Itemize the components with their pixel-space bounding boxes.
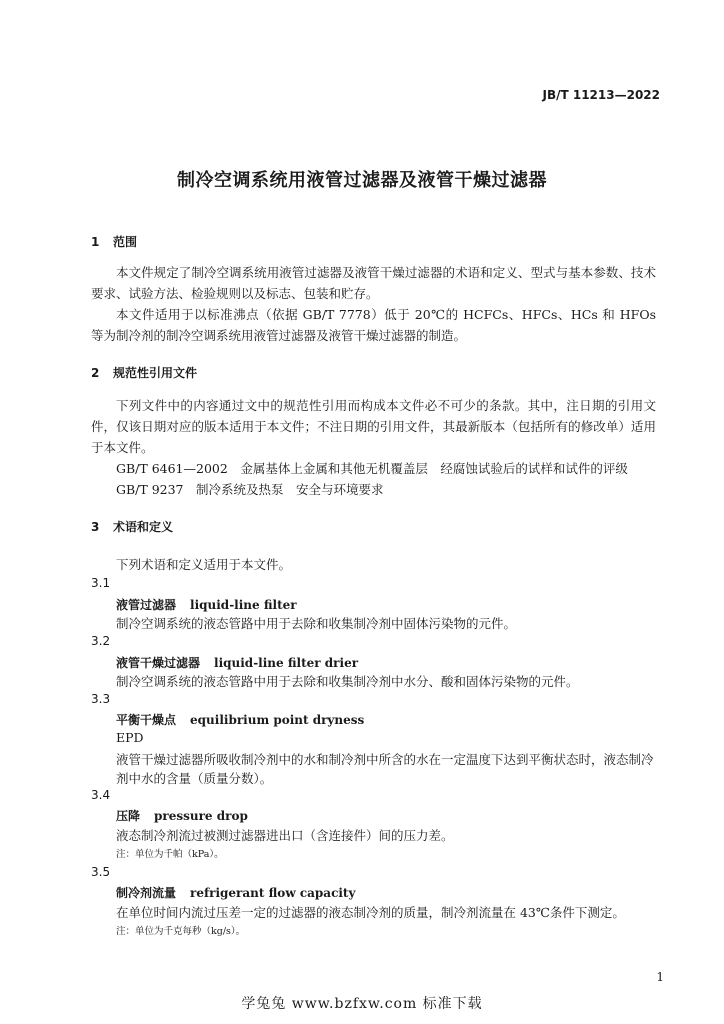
term-abbreviation: EPD xyxy=(116,730,144,745)
section-title: 规范性引用文件 xyxy=(113,366,198,380)
term-note: 注：单位为千克每秒（kg/s）。 xyxy=(116,926,246,937)
term-en: refrigerant flow capacity xyxy=(190,886,356,900)
term-zh: 平衡干燥点 xyxy=(116,713,177,727)
term-en: equilibrium point dryness xyxy=(190,713,365,727)
reference-item: GB/T 6461—2002 金属基体上金属和其他无机覆盖层 经腐蚀试验后的试样和试件的评级 xyxy=(116,461,628,476)
term-number: 3.3 xyxy=(91,692,111,706)
term-zh: 液管干燥过滤器 xyxy=(116,656,201,670)
term-heading xyxy=(116,711,364,728)
section-title: 范围 xyxy=(113,235,138,249)
term-definition: 制冷空调系统的液态管路中用于去除和收集制冷剂中水分、酸和固体污染物的元件。 xyxy=(116,674,579,689)
terms-intro: 下列术语和定义适用于本文件。 xyxy=(116,557,292,572)
term-heading xyxy=(116,884,355,901)
section-number: 2 xyxy=(91,366,100,380)
term-number: 3.1 xyxy=(91,576,111,590)
term-heading xyxy=(116,596,297,613)
scope-paragraph-2: 本文件适用于以标准沸点（依据 GB/T 7778）低于 20℃的 HCFCs、HFCs、HCs 和 HFOs 等为制冷剂的制冷空调系统用液管过滤器及液管干燥过滤器的制造。 xyxy=(91,307,656,343)
term-en: pressure drop xyxy=(154,809,248,823)
term-zh: 制冷剂流量 xyxy=(116,886,177,900)
site-watermark: 学兔兔 www.bzfxw.com 标准下载 xyxy=(241,996,483,1012)
term-zh: 压降 xyxy=(116,809,141,823)
term-en: liquid-line filter drier xyxy=(214,656,359,670)
references-paragraph: 下列文件中的内容通过文中的规范性引用而构成本文件必不可少的条款。其中，注日期的引用文件，仅该日期对应的版本适用于本文件；不注日期的引用文件，其最新版本（包括所有的修改单）适用于本文件。 xyxy=(91,398,656,455)
section-3-heading xyxy=(91,518,173,535)
term-number: 3.2 xyxy=(91,634,111,648)
page-number: 1 xyxy=(656,970,664,984)
term-definition: 在单位时间内流过压差一定的过滤器的液态制冷剂的质量，制冷剂流量在 43℃条件下测定。 xyxy=(116,905,625,920)
term-heading xyxy=(116,807,248,824)
section-1-heading xyxy=(91,233,137,250)
term-number: 3.4 xyxy=(91,788,111,802)
scope-paragraph-1: 本文件规定了制冷空调系统用液管过滤器及液管干燥过滤器的术语和定义、型式与基本参数、技术要求、试验方法、检验规则以及标志、包装和贮存。 xyxy=(91,265,656,301)
term-heading xyxy=(116,654,358,671)
reference-item: GB/T 9237 制冷系统及热泵 安全与环境要求 xyxy=(116,482,384,497)
term-zh: 液管过滤器 xyxy=(116,598,177,612)
term-en: liquid-line filter xyxy=(190,598,297,612)
section-number: 1 xyxy=(91,235,100,249)
term-definition: 制冷空调系统的液态管路中用于去除和收集制冷剂中固体污染物的元件。 xyxy=(116,616,517,631)
section-title: 术语和定义 xyxy=(113,520,174,534)
term-number: 3.5 xyxy=(91,865,111,879)
term-note: 注：单位为千帕（kPa）。 xyxy=(116,849,224,860)
section-number: 3 xyxy=(91,520,100,534)
term-definition: 剂中水的含量（质量分数）。 xyxy=(116,771,273,786)
section-2-heading xyxy=(91,364,197,381)
document-code: JB/T 11213—2022 xyxy=(542,88,660,102)
term-definition: 液态制冷剂流过被测过滤器进出口（含连接件）间的压力差。 xyxy=(116,828,454,843)
term-definition: 液管干燥过滤器所吸收制冷剂中的水和制冷剂中所含的水在一定温度下达到平衡状态时，液态制冷 xyxy=(116,752,654,767)
document-title: 制冷空调系统用液管过滤器及液管干燥过滤器 xyxy=(177,170,547,191)
